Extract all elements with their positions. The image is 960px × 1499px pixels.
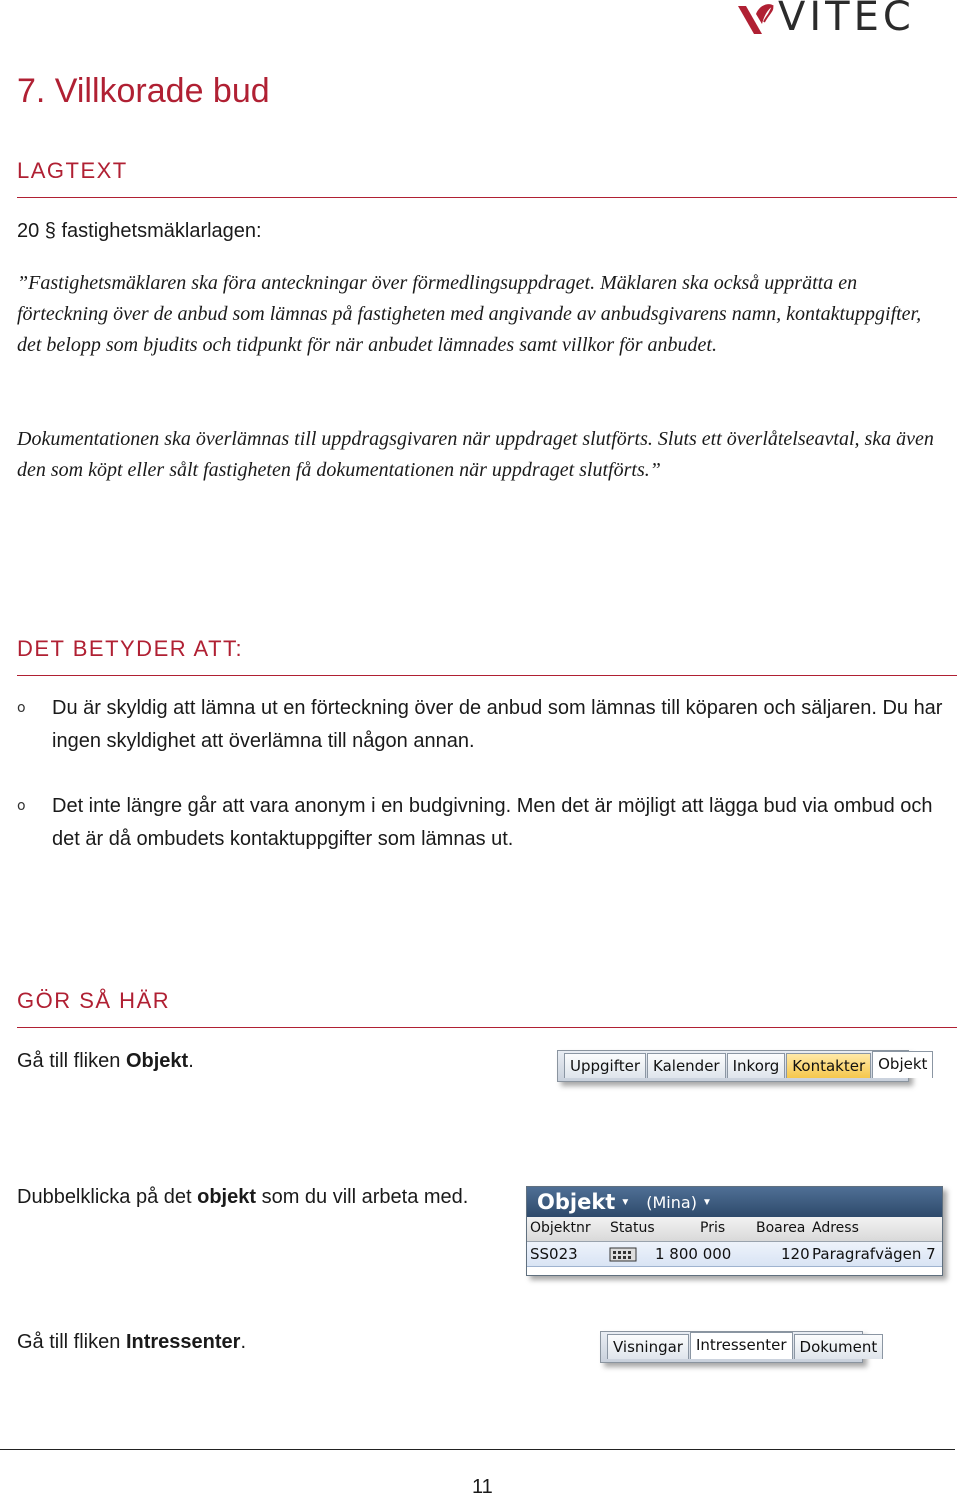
- page-title: 7. Villkorade bud: [17, 72, 270, 110]
- section-rule: [17, 1027, 957, 1028]
- cell-objektnr: SS023: [530, 1245, 578, 1263]
- chevron-down-icon[interactable]: ▼: [701, 1196, 712, 1208]
- bullet-item: Du är skyldig att lämna ut en förteckning över de anbud som lämnas till köparen och säljaren. Du har ingen skyldighet att överlämna till någon annan.: [52, 697, 943, 752]
- section-rule: [17, 197, 957, 198]
- step-2-bold: objekt: [197, 1186, 257, 1208]
- column-adress[interactable]: Adress: [812, 1220, 859, 1236]
- section-heading-gor: GÖR SÅ HÄR: [17, 988, 171, 1013]
- object-tab-bar: [600, 1331, 878, 1363]
- step-1-post: .: [188, 1050, 194, 1072]
- law-reference: 20 § fastighetsmäklarlagen:: [17, 220, 262, 242]
- footer-rule: [0, 1449, 955, 1450]
- tab-kalender[interactable]: Kalender: [647, 1053, 726, 1078]
- tab-uppgifter[interactable]: Uppgifter: [564, 1053, 646, 1078]
- bullet-item: Det inte längre går att vara anonym i en budgivning. Men det är möjligt att lägga bud via ombud och det är då ombudets kontaktuppgifter som lämnas ut.: [52, 795, 933, 850]
- tab-visningar[interactable]: Visningar: [607, 1334, 689, 1359]
- tab-intressenter[interactable]: Intressenter: [690, 1332, 793, 1359]
- column-pris[interactable]: Pris: [700, 1220, 726, 1236]
- law-quote-text-2: Dokumentationen ska överlämnas till uppdragsgivaren när uppdraget slutförts. Sluts ett överlåtelseavtal, ska även den som köpt eller sålt fastigheten få dokumentationen när uppdraget slutförts.”: [17, 428, 934, 481]
- law-quote-text-1: ”Fastighetsmäklaren ska föra anteckningar över förmedlingsuppdraget. Mäklaren ska också upprätta en förteckning över de anbud som lämnas på fastigheten med angivande av anbudsgivarens namn, kontaktuppgifter, det belopp som bjudits och tidpunkt för när anbudet lämnades samt villkor för anbudet.: [17, 272, 922, 356]
- step-1-text: [17, 1050, 194, 1073]
- law-quote-paragraph-2: [17, 424, 937, 486]
- filter-mina[interactable]: (Mina): [646, 1192, 697, 1212]
- cell-boarea: 120: [781, 1245, 810, 1263]
- column-header-row: [527, 1217, 942, 1242]
- table-row[interactable]: [527, 1242, 942, 1267]
- section-heading-betyder: DET BETYDER ATT:: [17, 636, 244, 661]
- tab-kontakter[interactable]: Kontakter: [786, 1053, 871, 1078]
- section-heading-lagtext: LAGTEXT: [17, 158, 128, 183]
- law-quote-paragraph-1: [17, 268, 937, 361]
- chevron-down-icon[interactable]: ▼: [620, 1196, 631, 1208]
- step-3-text: [17, 1331, 246, 1354]
- section-rule: [17, 675, 957, 676]
- cell-adress: Paragrafvägen 7: [812, 1245, 936, 1263]
- step-1-bold: Objekt: [125, 1050, 189, 1072]
- step-3-bold: Intressenter: [125, 1331, 241, 1353]
- column-objektnr[interactable]: Objektnr: [530, 1220, 591, 1236]
- objekt-list-header: [527, 1187, 942, 1217]
- step-2-pre: Dubbelklicka på det: [17, 1186, 198, 1208]
- objekt-title[interactable]: Objekt: [537, 1190, 616, 1214]
- step-3-post: .: [240, 1331, 246, 1353]
- tab-inkorg[interactable]: Inkorg: [727, 1053, 786, 1078]
- column-status[interactable]: Status: [610, 1220, 655, 1236]
- step-1-pre: Gå till fliken: [17, 1050, 126, 1072]
- vitec-logo-text: VITEC: [778, 0, 915, 40]
- bullet-marker: o: [17, 798, 26, 814]
- cell-pris: 1 800 000: [655, 1245, 732, 1263]
- page-number: 11: [472, 1476, 493, 1498]
- tab-dokument[interactable]: Dokument: [794, 1334, 884, 1359]
- calculator-icon: [609, 1246, 637, 1262]
- bullet-marker: o: [17, 700, 26, 716]
- step-2-text: [17, 1186, 468, 1209]
- column-boarea[interactable]: Boarea: [756, 1220, 806, 1236]
- tab-objekt[interactable]: Objekt: [872, 1051, 933, 1078]
- step-3-pre: Gå till fliken: [17, 1331, 126, 1353]
- step-2-post: som du vill arbeta med.: [256, 1186, 469, 1208]
- main-tab-bar: [557, 1050, 928, 1082]
- objekt-list-window: [526, 1186, 943, 1276]
